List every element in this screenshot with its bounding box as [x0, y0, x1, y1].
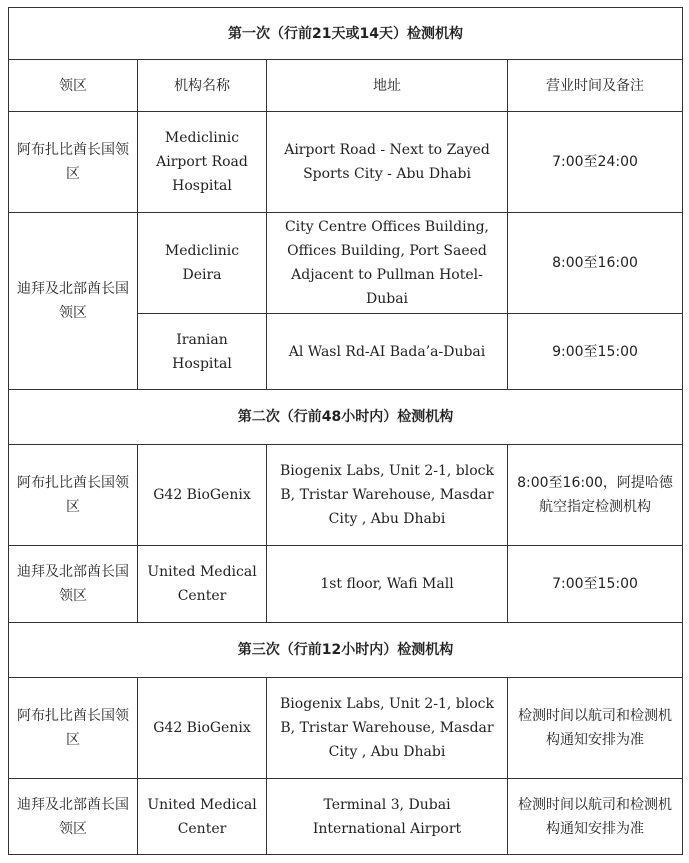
institution-name: G42 BioGenix: [153, 720, 251, 736]
address-cell: [267, 112, 508, 213]
hours-cell: 7:00至24:00: [508, 112, 683, 213]
table-row: [9, 445, 683, 546]
section-header-row: [9, 623, 683, 678]
hours-cell: 8:00至16:00: [508, 213, 683, 314]
region-cell: 迪拜及北部酋长国领区: [9, 213, 138, 390]
table-row: [9, 779, 683, 855]
column-header-hours: 营业时间及备注: [508, 60, 683, 112]
table-row: [9, 678, 683, 779]
address-cell: [267, 213, 508, 314]
address-text: Biogenix Labs, Unit 2-1, block B, Tristar Warehouse, Masdar City , Abu Dhabi: [280, 696, 494, 760]
section-header-row: [9, 8, 683, 60]
institution-cell: [138, 314, 267, 390]
hours-cell: 9:00至15:00: [508, 314, 683, 390]
section-title: 第三次（行前12小时内）检测机构: [9, 623, 683, 678]
hours-cell: 检测时间以航司和检测机构通知安排为准: [508, 779, 683, 855]
region-cell: 阿布扎比酋长国领区: [9, 678, 138, 779]
institution-cell: [138, 546, 267, 623]
table-row: [9, 213, 683, 314]
address-text: City Centre Offices Building, Offices Building, Port Saeed Adjacent to Pullman Hotel-Dubai: [284, 219, 490, 307]
institution-name: United Medical Center: [147, 796, 257, 837]
institution-name: United Medical Center: [147, 564, 257, 604]
region-cell: 阿布扎比酋长国领区: [9, 112, 138, 213]
institution-name: Mediclinic Deira: [164, 243, 240, 283]
address-cell: [267, 779, 508, 855]
region-cell: 迪拜及北部酋长国领区: [9, 546, 138, 623]
section-title: 第一次（行前21天或14天）检测机构: [9, 8, 683, 60]
address-text: Biogenix Labs, Unit 2-1, block B, Tristar Warehouse, Masdar City , Abu Dhabi: [280, 463, 494, 527]
address-cell: [267, 445, 508, 546]
institution-cell: [138, 445, 267, 546]
region-cell: 阿布扎比酋长国领区: [9, 445, 138, 546]
table-row: [9, 546, 683, 623]
institution-cell: [138, 112, 267, 213]
column-header-row: [9, 60, 683, 112]
address-cell: [267, 546, 508, 623]
institution-name: Mediclinic Airport Road Hospital: [156, 130, 248, 194]
address-text: Terminal 3, Dubai International Airport: [312, 796, 462, 837]
hours-cell: 8:00至16:00，阿提哈德航空指定检测机构: [508, 445, 683, 546]
testing-institutions-table: [8, 7, 683, 855]
column-header-address: 地址: [267, 60, 508, 112]
address-text: Airport Road - Next to Zayed Sports City - Abu Dhabi: [284, 142, 490, 182]
table-row: [9, 112, 683, 213]
section-header-row: [9, 390, 683, 445]
address-text: Al Wasl Rd-AI Bada’a-Dubai: [288, 343, 486, 360]
institution-name: G42 BioGenix: [153, 487, 251, 503]
section-title: 第二次（行前48小时内）检测机构: [9, 390, 683, 445]
hours-cell: 7:00至15:00: [508, 546, 683, 623]
address-text: 1st floor, Wafi Mall: [320, 576, 454, 592]
address-cell: [267, 678, 508, 779]
region-cell: 迪拜及北部酋长国领区: [9, 779, 138, 855]
column-header-region: 领区: [9, 60, 138, 112]
institution-cell: [138, 779, 267, 855]
institution-cell: [138, 213, 267, 314]
hours-cell: 检测时间以航司和检测机构通知安排为准: [508, 678, 683, 779]
column-header-name: 机构名称: [138, 60, 267, 112]
institution-cell: [138, 678, 267, 779]
institution-name: Iranian Hospital: [172, 331, 232, 372]
address-cell: [267, 314, 508, 390]
